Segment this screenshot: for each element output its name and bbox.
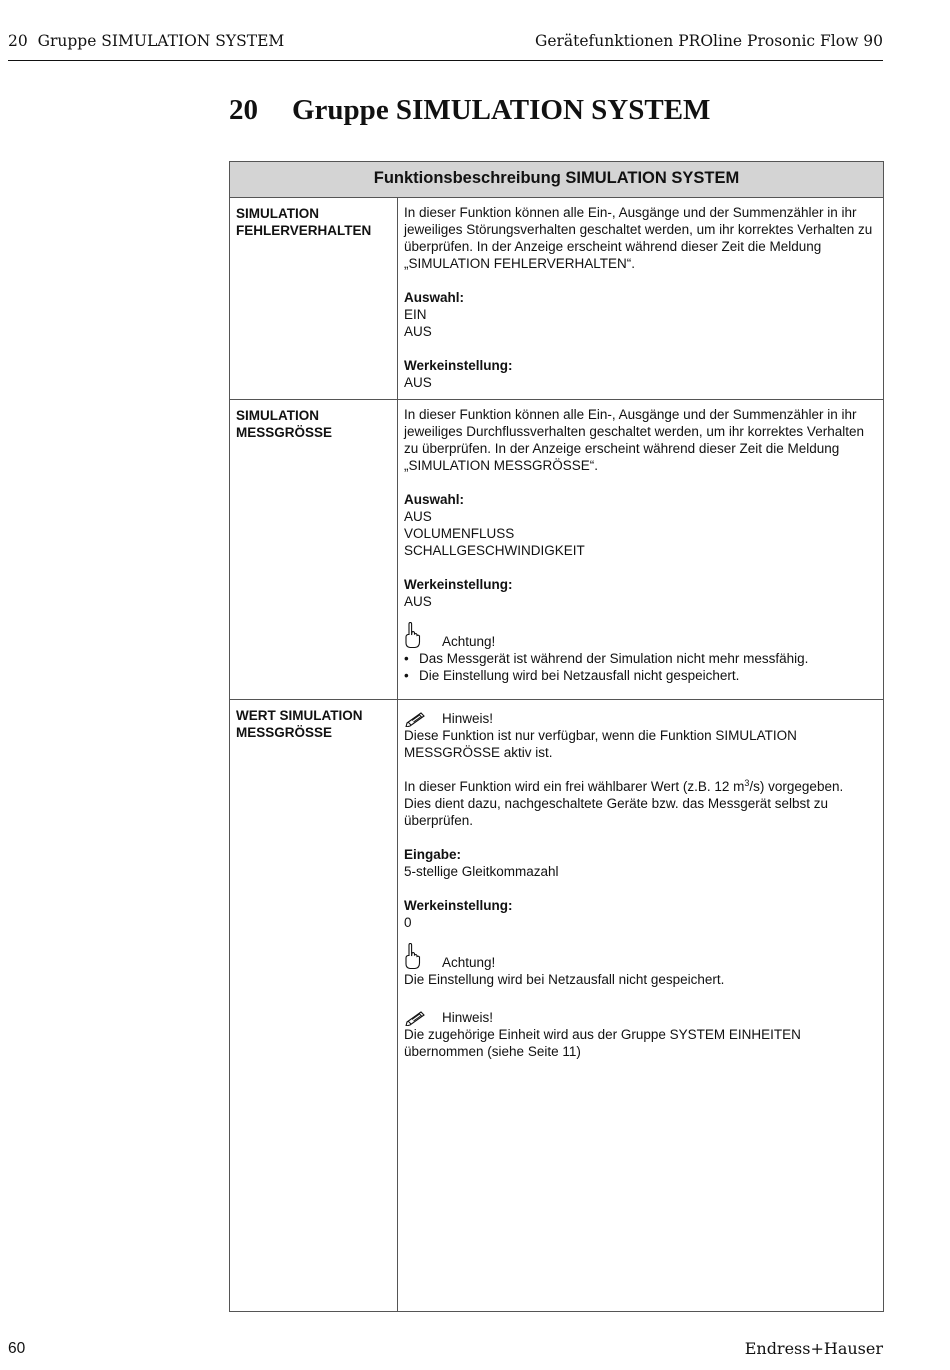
option-item: AUS — [404, 324, 432, 339]
selection-label: Auswahl: — [404, 290, 465, 305]
factory-setting-value: 0 — [404, 915, 412, 930]
caution-label: Achtung! — [442, 634, 496, 649]
factory-setting-label: Werkeinstellung: — [404, 577, 513, 592]
description-line: In dieser Funktion können alle Ein-, Ausgänge und der Summenzähler in ihr — [404, 205, 857, 220]
caution-label: Achtung! — [442, 955, 496, 970]
page-number: 60 — [8, 1340, 26, 1357]
description-line: In dieser Funktion wird ein frei wählbarer Wert (z.B. 12 $m^3/s$) vorgegeben. — [404, 778, 844, 794]
caution-heading — [404, 943, 877, 971]
running-header-section: 20 Gruppe SIMULATION SYSTEM — [8, 32, 285, 50]
table-row — [230, 400, 884, 700]
function-name-line: WERT SIMULATION — [236, 708, 363, 723]
description-line: Dies dient dazu, nachgeschaltete Geräte bzw. das Messgerät selbst zu — [404, 796, 828, 811]
selection-label: Auswahl: — [404, 492, 465, 507]
pointing-hand-icon — [404, 622, 442, 650]
note-text-line: Die zugehörige Einheit wird aus der Gruppe SYSTEM EINHEITEN — [404, 1027, 801, 1042]
list-item: • Die Einstellung wird bei Netzausfall nicht gespeichert. — [404, 668, 740, 683]
function-table — [229, 161, 884, 1312]
description-line: „SIMULATION MESSGRÖSSE“. — [404, 458, 599, 473]
function-name-line: SIMULATION — [236, 206, 319, 221]
function-description — [398, 400, 884, 700]
note-text-line: MESSGRÖSSE aktiv ist. — [404, 745, 553, 760]
function-name-line: MESSGRÖSSE — [236, 725, 333, 740]
function-description — [398, 700, 884, 1312]
function-name-line: MESSGRÖSSE — [236, 425, 333, 440]
input-value: 5-stellige Gleitkommazahl — [404, 864, 559, 879]
note-heading — [404, 1009, 877, 1026]
header-rule — [8, 60, 883, 61]
table-heading: Funktionsbeschreibung SIMULATION SYSTEM — [230, 162, 884, 198]
note-label: Hinweis! — [442, 1010, 494, 1025]
chapter-heading — [229, 94, 710, 127]
factory-setting-value: AUS — [404, 375, 432, 390]
running-header-title: Gerätefunktionen PROline Prosonic Flow 90 — [534, 32, 883, 50]
description-line: überprüfen. In der Anzeige erscheint während dieser Zeit die Meldung — [404, 239, 822, 254]
description-line: zu überprüfen. In der Anzeige erscheint während dieser Zeit die Meldung — [404, 441, 840, 456]
factory-setting-value: AUS — [404, 594, 432, 609]
caution-text: Die Einstellung wird bei Netzausfall nicht gespeichert. — [404, 972, 725, 987]
function-name-line: FEHLERVERHALTEN — [236, 223, 372, 238]
description-line: überprüfen. — [404, 813, 474, 828]
note-label: Hinweis! — [442, 711, 494, 726]
caution-list — [404, 650, 877, 684]
function-name — [230, 198, 398, 400]
description-line: „SIMULATION FEHLERVERHALTEN“. — [404, 256, 636, 271]
option-item: EIN — [404, 307, 427, 322]
note-text-line: Diese Funktion ist nur verfügbar, wenn die Funktion SIMULATION — [404, 728, 797, 743]
input-label: Eingabe: — [404, 847, 462, 862]
function-name — [230, 400, 398, 700]
list-item: • Das Messgerät ist während der Simulation nicht mehr messfähig. — [404, 651, 809, 666]
chapter-number: 20 — [229, 94, 258, 126]
pointing-hand-icon — [404, 943, 442, 971]
factory-setting-label: Werkeinstellung: — [404, 358, 513, 373]
option-item: AUS — [404, 509, 432, 524]
table-row — [230, 198, 884, 400]
pencil-note-icon — [404, 1009, 442, 1026]
function-name-line: SIMULATION — [236, 408, 319, 423]
description-line: jeweiliges Durchflussverhalten geschaltet werden, um ihr korrektes Verhalten — [404, 424, 864, 439]
description-line: In dieser Funktion können alle Ein-, Ausgänge und der Summenzähler in ihr — [404, 407, 857, 422]
option-item: VOLUMENFLUSS — [404, 526, 515, 541]
option-item: SCHALLGESCHWINDIGKEIT — [404, 543, 585, 558]
function-description — [398, 198, 884, 400]
chapter-title: Gruppe SIMULATION SYSTEM — [292, 94, 711, 126]
brand-logo-text: Endress+Hauser — [744, 1339, 883, 1358]
description-line: jeweiliges Störungsverhalten geschaltet werden, um ihr korrektes Verhalten zu — [404, 222, 873, 237]
pencil-note-icon — [404, 710, 442, 727]
note-text-line: übernommen (siehe Seite 11) — [404, 1044, 581, 1059]
table-row — [230, 700, 884, 1312]
caution-heading — [404, 622, 877, 650]
note-heading — [404, 710, 877, 727]
factory-setting-label: Werkeinstellung: — [404, 898, 513, 913]
function-name — [230, 700, 398, 1312]
